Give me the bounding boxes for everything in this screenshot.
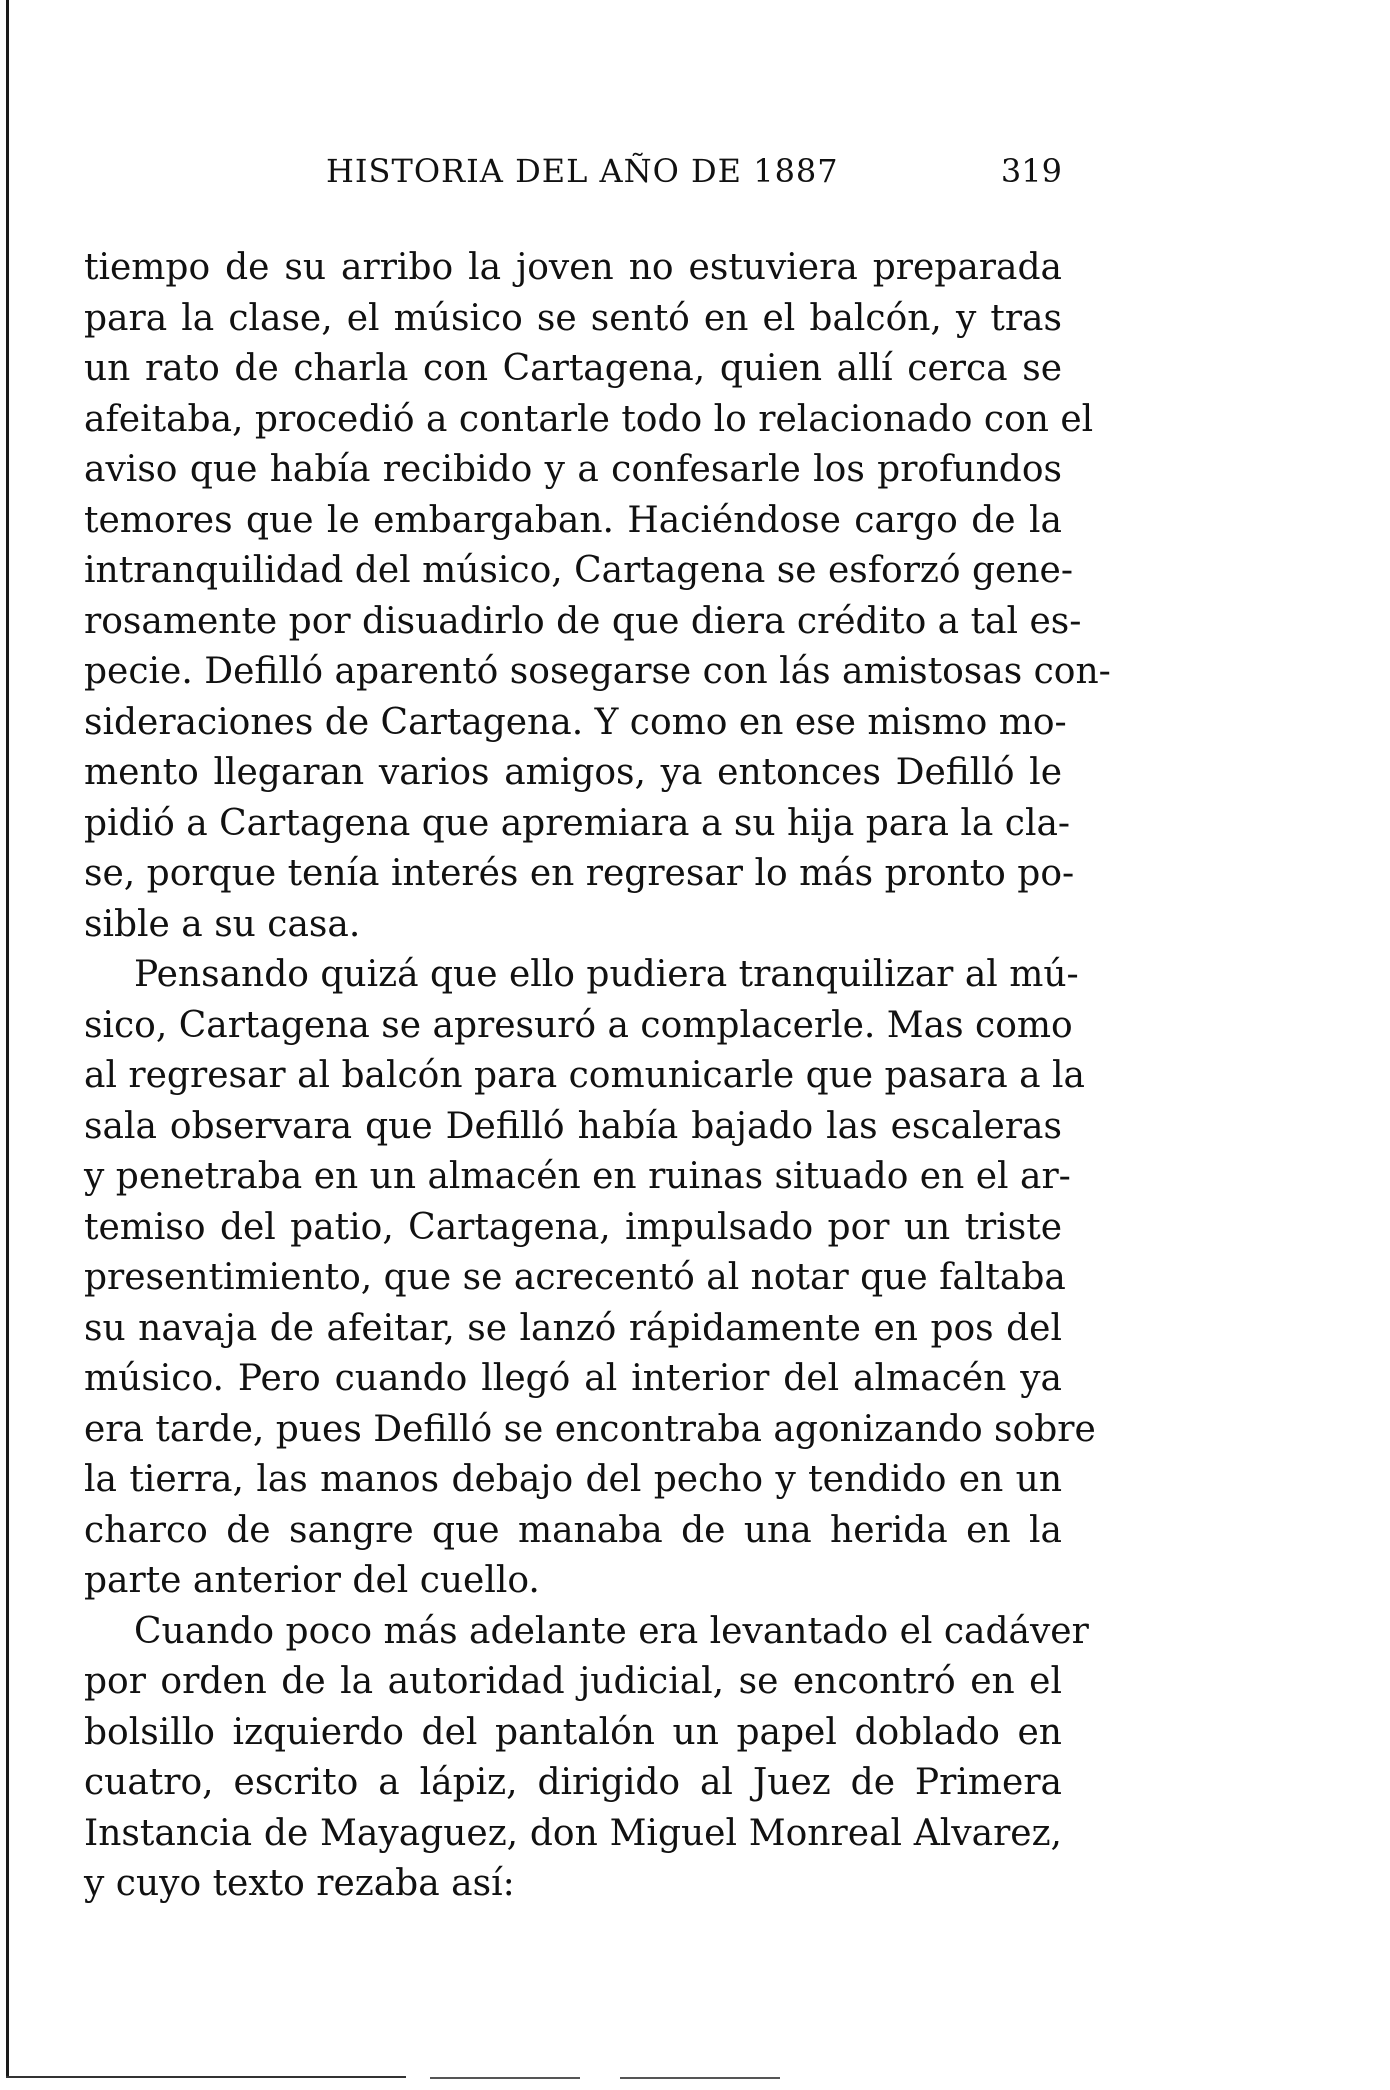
running-title: HISTORIA DEL AÑO DE 1887 [326,152,839,190]
page-header [84,152,1062,202]
text-line: rosamente por disuadirlo de que diera crédito a tal es- [84,600,1082,642]
text-line: intranquilidad del músico, Cartagena se esforzó gene- [84,550,1074,591]
text-line: su navaja de afeitar, se lanzó rápidamente en pos del [84,1307,1062,1349]
text-line: músico. Pero cuando llegó al interior del almacén ya [84,1358,1062,1399]
paragraph-end-line: parte anterior del cuello. [84,1560,540,1601]
text-line: tiempo de su arribo la joven no estuviera preparada [84,247,1062,288]
text-line: la tierra, las manos debajo del pecho y tendido en un [84,1459,1062,1500]
paragraph-first-line: Pensando quizá que ello pudiera tranquilizar al mú- [134,954,1079,995]
text-line: pidió a Cartagena que apremiara a su hija para la cla- [84,802,1071,844]
text-line: bolsillo izquierdo del pantalón un papel doblado en [84,1711,1062,1753]
text-line: cuatro, escrito a lápiz, dirigido al Juez de Primera [84,1762,1062,1803]
text-line: era tarde, pues Defilló se encontraba agonizando sobre [84,1408,1096,1450]
text-line: Instancia de Mayaguez, don Miguel Monreal Alvarez, [84,1812,1062,1854]
text-line: un rato de charla con Cartagena, quien allí cerca se [84,348,1062,389]
text-line: sico, Cartagena se apresuró a complacerle. Mas como [84,1004,1073,1046]
page-left-edge-rule [6,0,9,2078]
text-line: sideraciones de Cartagena. Y como en ese mismo mo- [84,701,1067,743]
text-line: sala observara que Defilló había bajado las escaleras [84,1105,1062,1147]
page-number: 319 [1000,152,1062,190]
text-line: temores que le embargaban. Haciéndose cargo de la [84,499,1062,541]
paragraph-end-line: y cuyo texto rezaba así: [84,1863,515,1904]
text-line: presentimiento, que se acrecentó al notar que faltaba [84,1257,1066,1298]
page-bottom-edge-rule-fragment [620,2077,780,2079]
page-bottom-edge-rule [6,2076,406,2078]
text-line: para la clase, el músico se sentó en el balcón, y tras [84,297,1062,339]
paragraph-end-line: sible a su casa. [84,903,361,945]
paragraph-first-line: Cuando poco más adelante era levantado el cadáver [134,1610,1089,1652]
text-line: al regresar al balcón para comunicarle que pasara a la [84,1055,1085,1096]
text-line: por orden de la autoridad judicial, se encontró en el [84,1661,1062,1702]
page-bottom-edge-rule-fragment [430,2077,580,2079]
text-line: se, porque tenía interés en regresar lo más pronto po- [84,853,1075,894]
text-line: pecie. Defilló aparentó sosegarse con lás amistosas con- [84,651,1111,692]
text-line: temiso del patio, Cartagena, impulsado por un triste [84,1206,1062,1248]
text-line: afeitaba, procedió a contarle todo lo relacionado con el [84,398,1094,440]
text-line: mento llegaran varios amigos, ya entonces Defilló le [84,752,1062,793]
body-text [84,243,1111,1910]
text-line: aviso que había recibido y a confesarle los profundos [84,449,1062,490]
text-line: charco de sangre que manaba de una herida en la [84,1509,1062,1551]
text-line: y penetraba en un almacén en ruinas situado en el ar- [84,1156,1071,1197]
